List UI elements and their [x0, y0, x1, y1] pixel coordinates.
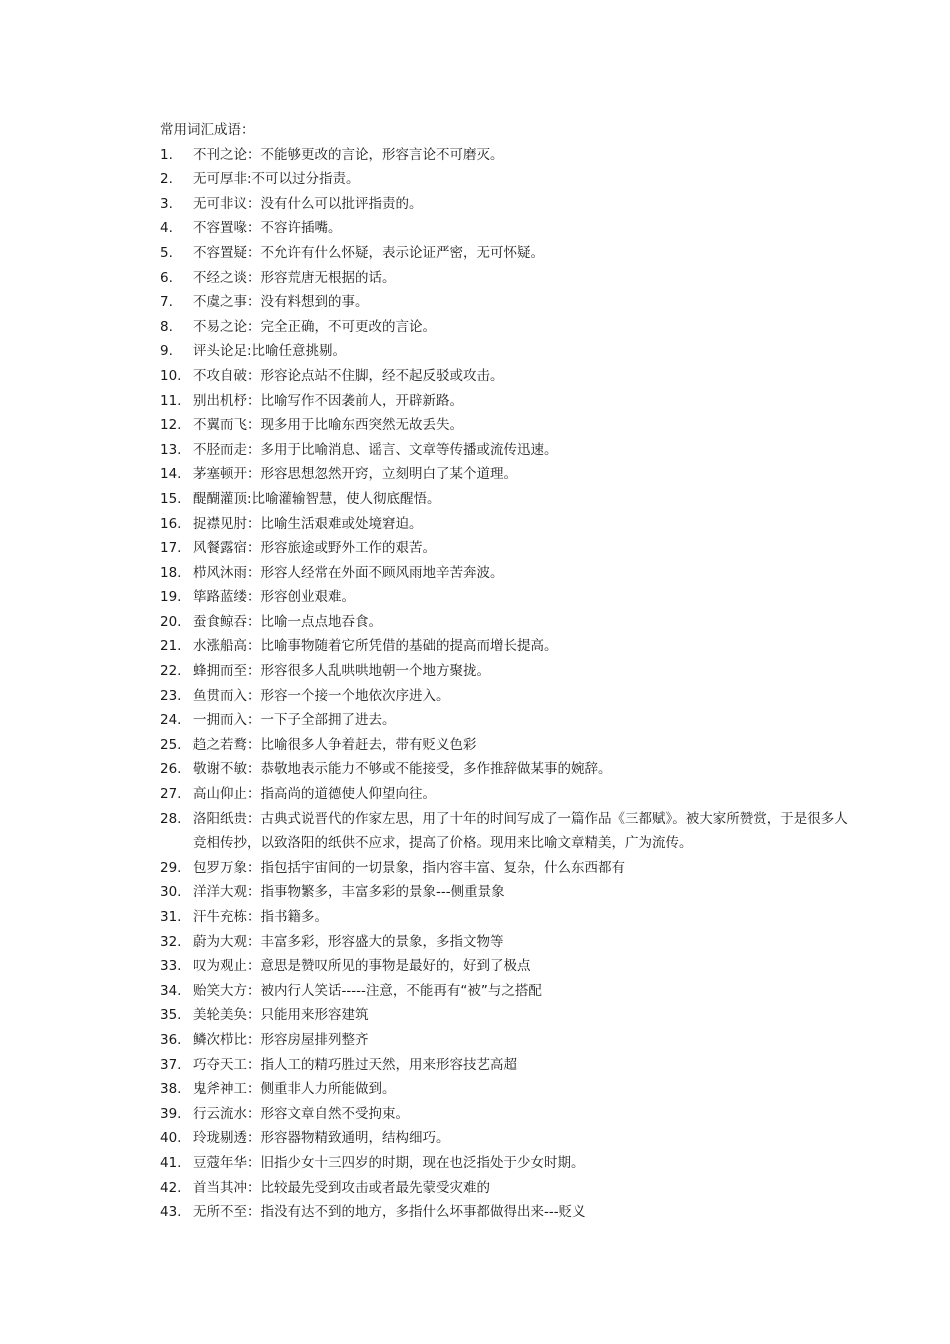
list-item-text: 风餐露宿：形容旅途或野外工作的艰苦。 [193, 540, 436, 557]
list-item-text: 不容置疑：不允许有什么怀疑，表示论证严密，无可怀疑。 [193, 244, 544, 261]
list-item [160, 708, 860, 733]
list-item [160, 634, 860, 659]
list-item-text: 玲珑剔透：形容器物精致通明，结构细巧。 [193, 1130, 450, 1147]
list-item-text: 不经之谈：形容荒唐无根据的话。 [193, 269, 396, 286]
list-item [160, 930, 860, 955]
list-item-number: 4. [160, 220, 173, 237]
list-item-number: 2. [160, 171, 173, 188]
list-item-number: 31. [160, 909, 182, 925]
list-item [160, 880, 860, 905]
list-item-number: 32. [160, 933, 182, 950]
list-item [160, 585, 860, 610]
list-item-number: 23. [160, 687, 182, 704]
list-item [160, 512, 860, 537]
list-item-text: 鬼斧神工：侧重非人力所能做到。 [193, 1081, 396, 1098]
list-item [160, 782, 860, 807]
list-item-number: 27. [160, 786, 182, 803]
list-item-text: 不虞之事：没有料想到的事。 [193, 294, 369, 311]
list-item-text: 敬谢不敏：恭敬地表示能力不够或不能接受，多作推辞做某事的婉辞。 [193, 761, 612, 778]
list-item-number: 21. [160, 638, 182, 655]
list-item-text: 鳞次栉比：形容房屋排列整齐 [193, 1031, 369, 1048]
list-item [160, 1003, 860, 1028]
list-item-text: 美轮美奂：只能用来形容建筑 [193, 1007, 369, 1024]
list-item [160, 757, 860, 782]
list-item [160, 413, 860, 438]
list-item-number: 17. [160, 540, 182, 557]
list-item-number: 5. [160, 244, 173, 261]
list-item [160, 807, 860, 856]
list-item-text: 洋洋大观：指事物繁多，丰富多彩的景象---侧重景象 [193, 884, 505, 901]
list-item [160, 266, 860, 291]
list-item-number: 11. [160, 392, 182, 409]
list-item-number: 35. [160, 1007, 182, 1024]
list-item-text: 贻笑大方：被内行人笑话-----注意，不能再有“被”与之搭配 [193, 982, 542, 999]
list-item-text: 鱼贯而入：形容一个接一个地依次序进入。 [193, 687, 450, 704]
list-item-text: 无可厚非:不可以过分指责。 [193, 171, 360, 188]
list-item-number: 36. [160, 1031, 182, 1048]
list-item-number: 39. [160, 1105, 182, 1122]
list-item-text: 不胫而走：多用于比喻消息、谣言、文章等传播或流传迅速。 [193, 441, 558, 458]
list-item-number: 13. [160, 441, 182, 458]
list-item-text: 水涨船高：比喻事物随着它所凭借的基础的提高而增长提高。 [193, 638, 558, 655]
list-item-number: 14. [160, 466, 182, 483]
list-item [160, 192, 860, 217]
list-item-text: 不易之论：完全正确，不可更改的言论。 [193, 318, 436, 335]
list-item-text: 洛阳纸贵：古典式说晋代的作家左思，用了十年的时间写成了一篇作品《三都赋》。被大家所赞赏，于是很多人竞相传抄，以致洛阳的纸供不应求，提高了价格。现用来比喻文章精美，广为流传。 [193, 810, 848, 852]
list-item-number: 16. [160, 515, 182, 532]
list-item [160, 1176, 860, 1201]
list-item-text: 蔚为大观：丰富多彩，形容盛大的景象，多指文物等 [193, 933, 504, 950]
list-item [160, 905, 860, 930]
list-item-text: 一拥而入：一下子全部拥了进去。 [193, 712, 396, 729]
list-item-text: 高山仰止：指高尚的道德使人仰望向往。 [193, 786, 436, 803]
document-page [160, 118, 860, 1225]
list-item [160, 487, 860, 512]
list-item-text: 茅塞顿开：形容思想忽然开窍，立刻明白了某个道理。 [193, 466, 517, 483]
idiom-list [160, 143, 860, 1225]
list-item-number: 6. [160, 269, 173, 286]
list-item [160, 1028, 860, 1053]
list-item-number: 1. [160, 146, 173, 163]
list-item-text: 醍醐灌顶:比喻灌输智慧，使人彻底醒悟。 [193, 490, 441, 507]
list-item-number: 42. [160, 1179, 182, 1196]
list-item-number: 41. [160, 1154, 182, 1171]
list-item-text: 首当其冲：比较最先受到攻击或者最先蒙受灾难的 [193, 1179, 490, 1196]
list-item-number: 15. [160, 490, 182, 507]
list-item [160, 241, 860, 266]
list-item-number: 24. [160, 712, 182, 729]
list-item-number: 3. [160, 195, 173, 212]
list-item [160, 610, 860, 635]
list-item-text: 别出机杼：比喻写作不因袭前人，开辟新路。 [193, 392, 463, 409]
list-item [160, 389, 860, 414]
list-item [160, 290, 860, 315]
list-item [160, 216, 860, 241]
list-item [160, 339, 860, 364]
list-item-number: 19. [160, 589, 182, 606]
list-item [160, 438, 860, 463]
list-item [160, 954, 860, 979]
list-item-number: 29. [160, 859, 182, 876]
list-item-number: 22. [160, 663, 182, 680]
list-item-number: 33. [160, 958, 182, 975]
list-item-number: 8. [160, 318, 173, 335]
list-item-text: 包罗万象：指包括宇宙间的一切景象，指内容丰富、复杂，什么东西都有 [193, 859, 625, 876]
list-item [160, 684, 860, 709]
list-item [160, 1151, 860, 1176]
list-item-number: 43. [160, 1204, 182, 1221]
list-item [160, 659, 860, 684]
list-item-number: 18. [160, 564, 182, 581]
list-item-number: 30. [160, 884, 182, 901]
list-item [160, 1126, 860, 1151]
list-item-text: 不翼而飞：现多用于比喻东西突然无故丢失。 [193, 417, 463, 434]
list-item-text: 栉风沐雨：形容人经常在外面不顾风雨地辛苦奔波。 [193, 564, 504, 581]
list-item [160, 1102, 860, 1127]
list-item-text: 汗牛充栋：指书籍多。 [193, 909, 328, 925]
list-item-number: 38. [160, 1081, 182, 1098]
list-item [160, 856, 860, 881]
list-item [160, 1077, 860, 1102]
list-item-text: 评头论足:比喻任意挑剔。 [193, 343, 347, 360]
list-item-number: 10. [160, 367, 182, 384]
list-item-number: 37. [160, 1056, 182, 1073]
list-item-number: 40. [160, 1130, 182, 1147]
list-item-text: 筚路蓝缕：形容创业艰难。 [193, 589, 355, 606]
list-item-text: 无所不至：指没有达不到的地方，多指什么坏事都做得出来---贬义 [193, 1204, 586, 1221]
list-item [160, 733, 860, 758]
list-item [160, 979, 860, 1004]
list-item-number: 28. [160, 810, 182, 827]
list-item [160, 364, 860, 389]
list-item [160, 561, 860, 586]
list-item [160, 1200, 860, 1225]
list-item-text: 豆蔻年华：旧指少女十三四岁的时期，现在也泛指处于少女时期。 [193, 1154, 585, 1171]
list-item [160, 315, 860, 340]
list-item-number: 9. [160, 343, 173, 360]
list-item-text: 不攻自破：形容论点站不住脚，经不起反驳或攻击。 [193, 367, 504, 384]
list-item-number: 34. [160, 982, 182, 999]
list-item-text: 蚕食鲸吞：比喻一点点地吞食。 [193, 613, 382, 630]
list-item-text: 不刊之论：不能够更改的言论，形容言论不可磨灭。 [193, 146, 504, 163]
list-item [160, 143, 860, 168]
list-item [160, 1053, 860, 1078]
list-item-text: 无可非议：没有什么可以批评指责的。 [193, 195, 423, 212]
list-item-number: 25. [160, 736, 182, 753]
document-title: 常用词汇成语： [160, 122, 255, 138]
list-item-number: 12. [160, 417, 182, 434]
list-item-text: 巧夺天工：指人工的精巧胜过天然，用来形容技艺高超 [193, 1056, 517, 1073]
list-item-number: 7. [160, 294, 173, 311]
list-item-text: 叹为观止：意思是赞叹所见的事物是最好的，好到了极点 [193, 958, 531, 975]
list-item-text: 捉襟见肘：比喻生活艰难或处境窘迫。 [193, 515, 423, 532]
list-item-text: 不容置喙：不容许插嘴。 [193, 220, 342, 237]
list-item-text: 行云流水：形容文章自然不受拘束。 [193, 1105, 409, 1122]
list-item-text: 蜂拥而至：形容很多人乱哄哄地朝一个地方聚拢。 [193, 663, 490, 680]
list-item-number: 20. [160, 613, 182, 630]
list-item [160, 536, 860, 561]
list-item-text: 趋之若鹜：比喻很多人争着赶去，带有贬义色彩 [193, 736, 477, 753]
list-item [160, 462, 860, 487]
list-item-number: 26. [160, 761, 182, 778]
list-item [160, 167, 860, 192]
